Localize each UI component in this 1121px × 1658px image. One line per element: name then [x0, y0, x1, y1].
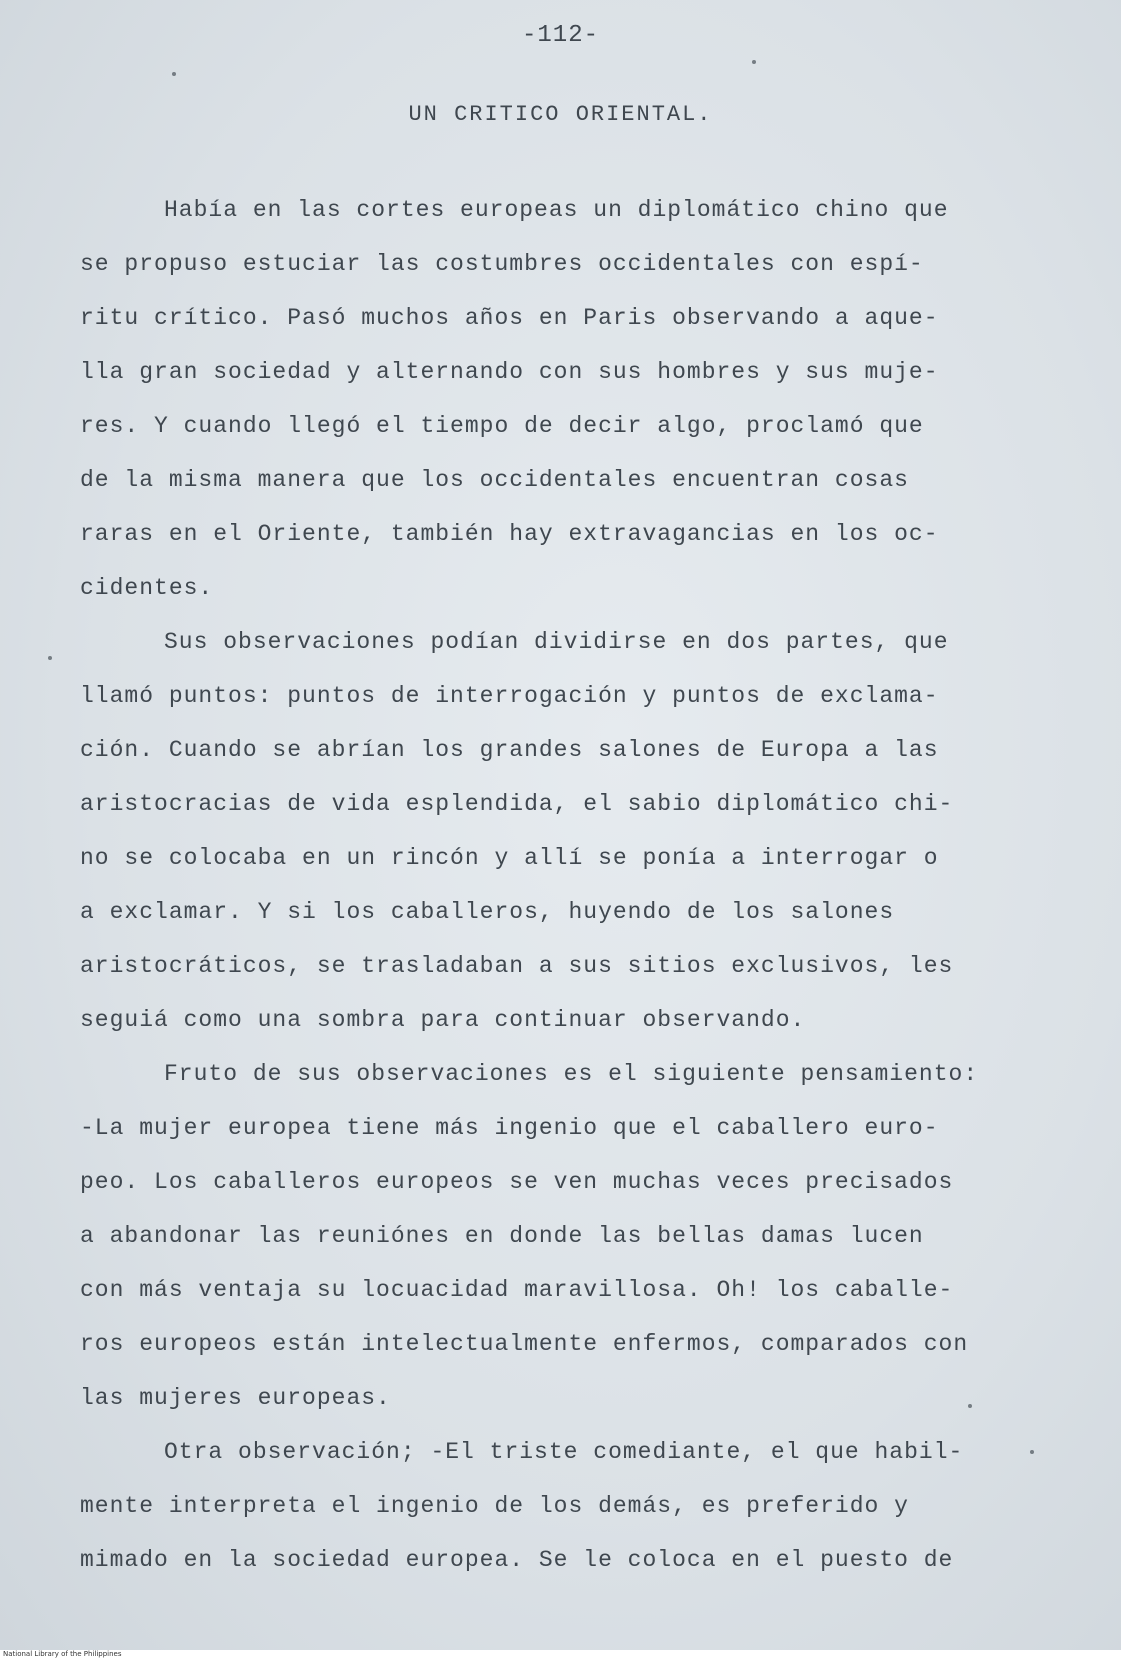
text-line: ros europeos están intelectualmente enfermos, comparados con — [80, 1331, 969, 1357]
text-line: raras en el Oriente, también hay extravagancias en los oc- — [80, 521, 939, 547]
text-line: peo. Los caballeros europeos se ven muchas veces precisados — [80, 1169, 954, 1195]
page-number: -112- — [521, 22, 599, 49]
ink-speck — [752, 60, 756, 64]
text-line: mente interpreta el ingenio de los demás, es preferido y — [80, 1493, 909, 1519]
ink-speck — [172, 72, 176, 76]
text-line: a abandonar las reuniónes en donde las bellas damas lucen — [80, 1223, 924, 1249]
text-line: se propuso estuciar las costumbres occidentales con espí- — [80, 251, 924, 277]
text-line: Fruto de sus observaciones es el siguiente pensamiento: — [164, 1061, 979, 1087]
text-line: no se colocaba en un rincón y allí se ponía a interrogar o — [80, 845, 939, 871]
ink-speck — [48, 656, 52, 660]
text-line: las mujeres europeas. — [80, 1385, 391, 1411]
library-credit: National Library of the Philippines — [3, 1650, 122, 1658]
text-line: de la misma manera que los occidentales encuentran cosas — [80, 467, 909, 493]
text-line: a exclamar. Y si los caballeros, huyendo de los salones — [80, 899, 895, 925]
text-line: mimado en la sociedad europea. Se le coloca en el puesto de — [80, 1547, 954, 1573]
text-line: aristocráticos, se trasladaban a sus sitios exclusivos, les — [80, 953, 954, 979]
text-line: Había en las cortes europeas un diplomático chino que — [164, 197, 949, 223]
text-line: lla gran sociedad y alternando con sus hombres y sus muje- — [80, 359, 939, 385]
text-line: con más ventaja su locuacidad maravillosa. Oh! los caballe- — [80, 1277, 954, 1303]
text-line: cidentes. — [80, 575, 214, 601]
text-line: seguiá como una sombra para continuar observando. — [80, 1007, 806, 1033]
text-line: ción. Cuando se abrían los grandes salones de Europa a las — [80, 737, 939, 763]
text-line: res. Y cuando llegó el tiempo de decir algo, proclamó que — [80, 413, 924, 439]
text-line: Sus observaciones podían dividirse en dos partes, que — [164, 629, 949, 655]
document-body — [80, 183, 1080, 1587]
page-title: UN CRITICO ORIENTAL. — [408, 102, 713, 127]
text-line: llamó puntos: puntos de interrogación y puntos de exclama- — [80, 683, 939, 709]
text-line: -La mujer europea tiene más ingenio que el caballero euro- — [80, 1115, 939, 1141]
text-line: ritu crítico. Pasó muchos años en Paris observando a aque- — [80, 305, 939, 331]
text-line: Otra observación; -El triste comediante, el que habil- — [164, 1439, 964, 1465]
footer-strip — [0, 1650, 1121, 1658]
text-line: aristocracias de vida esplendida, el sabio diplomático chi- — [80, 791, 954, 817]
